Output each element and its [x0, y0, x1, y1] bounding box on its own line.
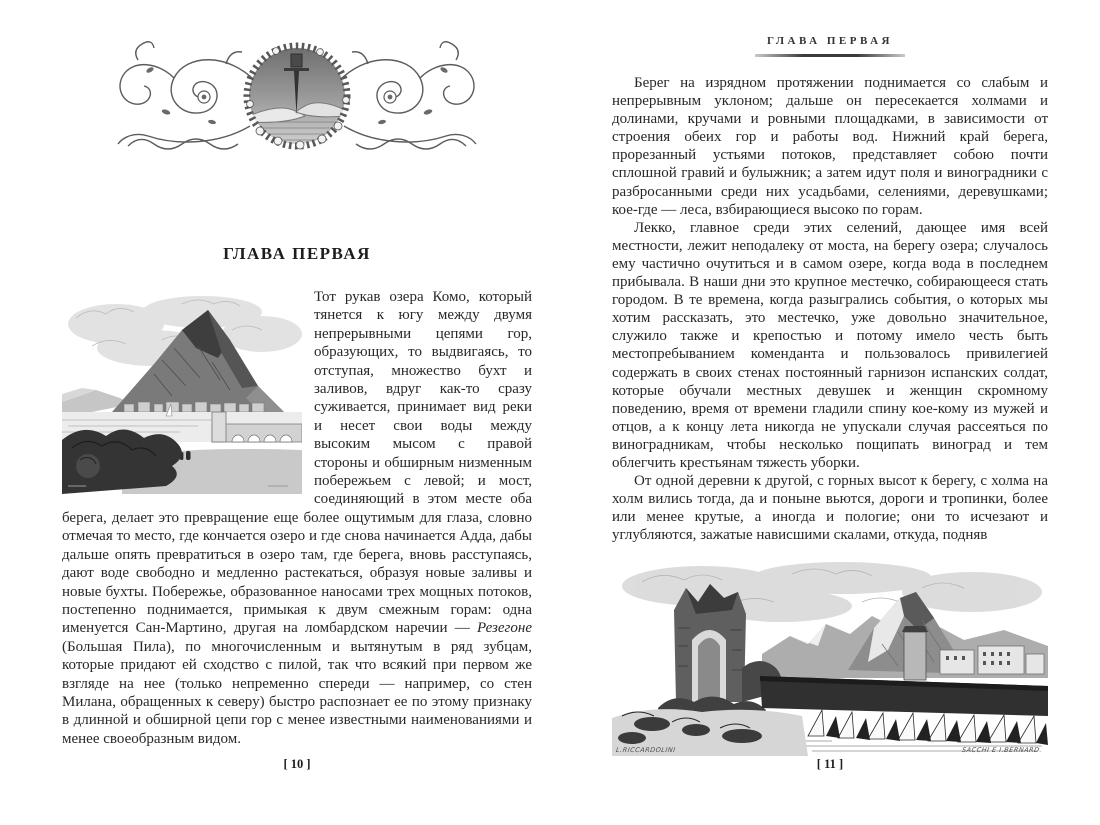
left-page — [62, 0, 532, 825]
paragraph: От одной деревни к другой, с горных высот к берегу, с холма на холм вились тогда, да и поныне вьются, дороги и тропинки, более или менее крутые, а иногда и пологие; они то исчезают и углубляются, зажатые нависшими скалами, откуда, подняв — [612, 473, 1048, 544]
opening-text-post: (Большая Пила), по многочисленным и вытянутым в ряд зубцам, которые придают ей сходство с пилой, так что всякий при первом же взгляде на нее (только непременно спереди — например, со стен Милана, обращенных к северу) быстро распознает ее по этому признаку в длинной и обширной цепи гор с менее известными наименованиями и менее своеобразным видом. — [62, 638, 532, 747]
opening-text-italic-term: Резегоне — [476, 620, 532, 637]
left-page-number: [ 10 ] — [283, 757, 311, 771]
opening-paragraph-block — [62, 288, 532, 748]
right-page-text — [612, 74, 1048, 544]
running-head: ГЛАВА ПЕРВАЯ — [767, 35, 893, 47]
running-head-rule — [755, 54, 905, 57]
paragraph: Берег на изрядном протяжении поднимается со слабым и непрерывным уклоном; дальше он пересекается холмами и долинами, кручами и ровными площадками, в зависимости от строения обеих гор и работы вод. Нижний край берега, прорезанный устьями потоков, представляет собою почти сплошной гравий и булыжник; а затем идут поля и виноградники с разбросанными среди них усадьбами, селениями, деревушками; кое-где — леса, взбирающиеся высоко по горам. — [612, 75, 1048, 218]
opening-text-pre: Тот рукав озера Комо, который тянется к югу между двумя непрерывными цепями гор, образующих, то выдвигаясь, то отступая, множество бухт и заливов, вдруг как-то сразу суживается, принимает вид реки и несет свои воды между высоким мысом с правой стороны и обширным низменным побережьем с левой; и мост, соединяющий в этом месте оба берега, делает это превращение еще более ощутимым для глаза, словно отмечая то место, где кончается озеро и где снова начинается Адда, дабы дальше опять превратиться в озеро там, где берега, вновь расступаясь, дают воде свободно и медленно растекаться, образуя новые заливы и новые бухты. Побережье, образованное наносами трех мощных потоков, постепенно поднимается, примыкая к двум смежным горам: одна именуется Сан-Мартино, другая на ломбардском наречии — — [62, 289, 532, 637]
engraver-signature-right: SACCHI E I.BERNARD. — [961, 746, 1043, 755]
paragraph: Лекко, главное среди этих селений, дающее имя всей местности, лежит неподалеку от моста, на берегу озера; случалось ему частично очутиться и в самом озере, когда вода в последнем прибывала. В наши дни это крупное местечко, собирающееся стать городом. В те времена, когда разыгрались события, о которых мы хотим рассказать, это местечко, уже довольно значительное, служило также и крепостью и потому имело честь быть местопребыванием коменданта и пользовалось привилегией содержать в своих стенах постоянный гарнизон испанских солдат, которые обучали местных девушек и женщин скромному поведению, время от времени гладили спину кое-кому из мужей и отцов, а к концу лета никогда не упускали случая рассеяться по виноградникам, чтобы несколько пощипать виноград и тем облегчить крестьянам тяжесть уборки. — [612, 219, 1048, 471]
chapter-headpiece-ornament-icon — [108, 34, 486, 167]
right-page — [612, 0, 1048, 825]
lake-como-illustration — [62, 290, 302, 494]
right-page-number: [ 11 ] — [816, 757, 844, 771]
engraver-signature-left: L.RICCARDOLINI — [615, 746, 677, 755]
chapter-title: ГЛАВА ПЕРВАЯ — [223, 244, 371, 263]
bridge-and-tower-illustration — [612, 558, 1048, 756]
